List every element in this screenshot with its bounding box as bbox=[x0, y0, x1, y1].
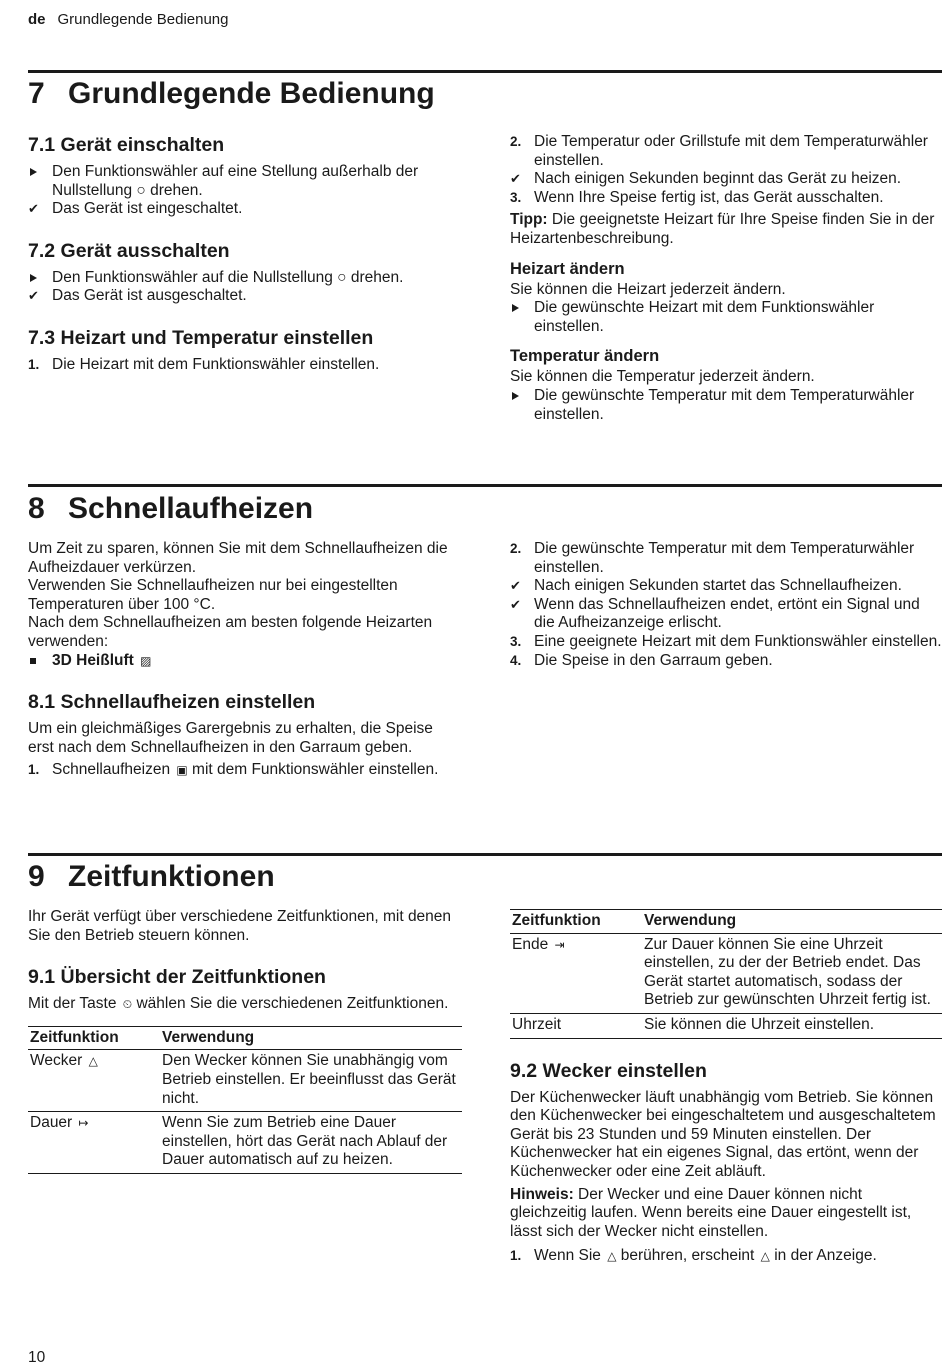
list-item: 4. Die Speise in den Garraum geben. bbox=[510, 651, 773, 669]
heading-temperatur-aendern: Temperatur ändern bbox=[510, 347, 660, 366]
step-number: 1. bbox=[28, 762, 40, 778]
heading-9-2: 9.2 Wecker einstellen bbox=[510, 1059, 707, 1082]
paragraph: Um Zeit zu sparen, können Sie mit dem Schnellaufheizen die Aufheizdauer verkürzen. bbox=[28, 540, 448, 576]
section-8-rule bbox=[28, 484, 942, 487]
table-header-row bbox=[510, 910, 942, 934]
section-8-heading: 8 Schnellaufheizen bbox=[28, 492, 314, 525]
section-7-heading: 7 Grundlegende Bedienung bbox=[28, 77, 435, 110]
list-item: 1. Die Heizart mit dem Funktionswähler einstellen. bbox=[28, 355, 380, 373]
list-item: ✔ Das Gerät ist ausgeschaltet. bbox=[28, 287, 247, 305]
table-header-row bbox=[28, 1026, 462, 1050]
list-item: Die gewünschte Temperatur mit dem Temperaturwähler einstellen. bbox=[534, 386, 915, 423]
section-8-left-column bbox=[28, 540, 458, 780]
list-item: 3D Heißluft ▨ bbox=[52, 651, 152, 669]
check-icon: ✔ bbox=[28, 201, 39, 217]
check-icon: ✔ bbox=[28, 288, 39, 304]
column-header-verwendung: Verwendung bbox=[160, 1026, 462, 1050]
list-item: Die gewünschte Heizart mit dem Funktionswähler einstellen. bbox=[534, 299, 875, 335]
list-item: 3. Eine geeignete Heizart mit dem Funktionswähler einstellen. bbox=[510, 632, 942, 650]
paragraph: Sie können die Heizart jederzeit ändern. bbox=[510, 280, 786, 298]
column-header-zeitfunktion: Zeitfunktion bbox=[510, 910, 642, 934]
step-number: 3. bbox=[510, 189, 522, 205]
section-7-left-column bbox=[28, 133, 463, 375]
time-functions-table-part-2 bbox=[510, 909, 942, 1039]
alarm-bell-icon: △ bbox=[760, 1249, 770, 1264]
hot-air-3d-icon: ▨ bbox=[140, 653, 152, 668]
list-item: ✔ Das Gerät ist eingeschaltet. bbox=[28, 200, 243, 218]
step-number: 1. bbox=[28, 356, 40, 372]
paragraph: Um ein gleichmäßiges Garergebnis zu erhalten, die Speise erst nach dem Schnellaufheizen in den Garraum geben. bbox=[28, 720, 433, 756]
column-header-zeitfunktion: Zeitfunktion bbox=[28, 1026, 160, 1050]
list-item: 1. Schnellaufheizen ▣ mit dem Funktionswähler einstellen. bbox=[28, 761, 439, 779]
tip-paragraph: Tipp: Die geeignetste Heizart für Ihre Speise finden Sie in der Heizartenbeschreibung. bbox=[510, 211, 935, 247]
section-9-rule bbox=[28, 853, 942, 856]
table-row: Ende ⇥ Zur Dauer können Sie eine Uhrzeit einstellen, zu der der Betrieb endet. Das Gerät startet automatisch, sodass der Betrieb zur gewünschten Uhrzeit fertig ist. bbox=[510, 933, 942, 1013]
table-row: Uhrzeit Sie können die Uhrzeit einstellen. bbox=[510, 1013, 942, 1038]
note-paragraph: Hinweis: Der Wecker und eine Dauer können nicht gleichzeitig laufen. Wenn bereits eine Dauer eingestellt ist, lässt sich der Wecker nicht einstellen. bbox=[510, 1185, 912, 1240]
page-number: 10 bbox=[28, 1349, 46, 1366]
list-item: ✔ Nach einigen Sekunden beginnt das Gerät zu heizen. bbox=[510, 170, 902, 188]
duration-icon: ↦ bbox=[78, 1116, 89, 1131]
step-number: 2. bbox=[510, 541, 522, 556]
paragraph: Nach dem Schnellaufheizen am besten folgende Heizarten verwenden: bbox=[28, 614, 433, 650]
rapid-heat-icon: ▣ bbox=[176, 763, 188, 778]
paragraph: Der Küchenwecker läuft unabhängig vom Betrieb. Sie können den Küchenwecker bei eingeschaltetem und ausgeschaltetem Gerät bis 23 Stunden und 59 Minuten einstellen. Der Küchenwecker hat ein eigenes Signal, das ertönt, wenn der Küchenwecker oder eine Zeit abläuft. bbox=[510, 1088, 936, 1180]
check-icon: ✔ bbox=[510, 171, 521, 187]
alarm-bell-icon: △ bbox=[607, 1249, 617, 1264]
section-9-heading: 9 Zeitfunktionen bbox=[28, 860, 275, 893]
language-code: de bbox=[28, 11, 46, 28]
column-header-verwendung: Verwendung bbox=[642, 910, 942, 934]
step-number: 1. bbox=[510, 1248, 522, 1264]
list-item: Den Funktionswähler auf eine Stellung außerhalb der Nullstellung ○ drehen. bbox=[52, 163, 419, 199]
heading-heizart-aendern: Heizart ändern bbox=[510, 259, 625, 278]
check-icon: ✔ bbox=[510, 578, 521, 594]
heading-7-1: 7.1 Gerät einschalten bbox=[28, 134, 225, 156]
table-row: Dauer ↦ Wenn Sie zum Betrieb eine Dauer einstellen, hört das Gerät nach Ablauf der Dauer automatisch auf zu heizen. bbox=[28, 1112, 462, 1174]
alarm-bell-icon: △ bbox=[88, 1054, 98, 1069]
list-item: 2. Die gewünschte Temperatur mit dem Temperaturwähler einstellen. bbox=[510, 540, 915, 576]
list-item: 2. Die Temperatur oder Grillstufe mit dem Temperaturwähler einstellen. bbox=[510, 133, 928, 169]
paragraph: Ihr Gerät verfügt über verschiedene Zeitfunktionen, mit denen Sie den Betrieb steuern können. bbox=[28, 908, 452, 944]
list-item: ✔ Nach einigen Sekunden startet das Schnellaufheizen. bbox=[510, 577, 902, 595]
time-functions-table-part-1 bbox=[28, 1026, 462, 1174]
timer-key-icon: ⏲ bbox=[122, 997, 133, 1012]
list-item: ✔ Wenn das Schnellaufheizen endet, ertönt ein Signal und die Aufheizanzeige erlischt. bbox=[510, 595, 920, 632]
heading-8-1: 8.1 Schnellaufheizen einstellen bbox=[28, 691, 316, 714]
section-7-rule bbox=[28, 70, 942, 73]
header-title: Grundlegende Bedienung bbox=[57, 11, 229, 28]
heading-7-2: 7.2 Gerät ausschalten bbox=[28, 239, 230, 262]
step-number: 2. bbox=[510, 134, 522, 149]
step-number: 3. bbox=[510, 633, 522, 649]
running-header bbox=[28, 11, 229, 30]
check-icon: ✔ bbox=[510, 596, 521, 612]
section-8-right-column bbox=[510, 540, 942, 670]
step-number: 4. bbox=[510, 652, 522, 668]
paragraph: Verwenden Sie Schnellaufheizen nur bei eingestellten Temperaturen über 100 °C. bbox=[28, 577, 398, 613]
table-row: Wecker △ Den Wecker können Sie unabhängig vom Betrieb einstellen. Er beeinflusst das Gerät nicht. bbox=[28, 1050, 462, 1112]
heading-7-3: 7.3 Heizart und Temperatur einstellen bbox=[28, 326, 374, 349]
paragraph: Mit der Taste ⏲ wählen Sie die verschiedenen Zeitfunktionen. bbox=[28, 995, 449, 1013]
end-time-icon: ⇥ bbox=[554, 937, 565, 952]
list-item: Den Funktionswähler auf die Nullstellung ○ drehen. bbox=[52, 268, 404, 286]
section-9-left-column bbox=[28, 908, 462, 1174]
section-9-right-column bbox=[510, 909, 942, 1266]
section-7-right-column bbox=[510, 133, 942, 424]
paragraph: Sie können die Temperatur jederzeit ändern. bbox=[510, 368, 815, 386]
list-item: 3. Wenn Ihre Speise fertig ist, das Gerät ausschalten. bbox=[510, 188, 884, 206]
list-item: 1. Wenn Sie △ berühren, erscheint △ in der Anzeige. bbox=[510, 1247, 877, 1265]
heading-9-1: 9.1 Übersicht der Zeitfunktionen bbox=[28, 966, 326, 989]
